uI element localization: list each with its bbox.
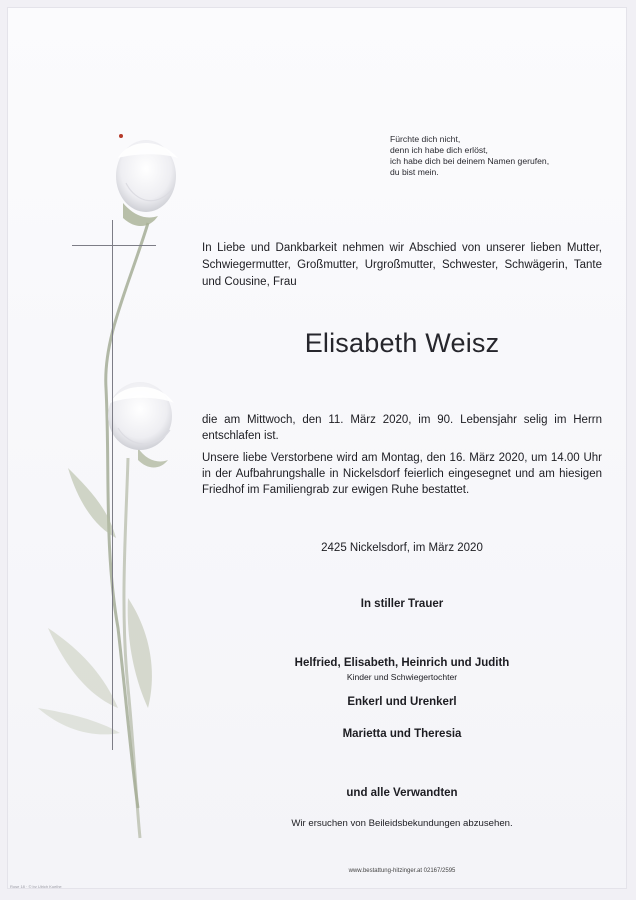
quote-line: ich habe dich bei deinem Namen gerufen, (390, 156, 550, 166)
quote-line: du bist mein. (390, 167, 439, 177)
image-credit: Rose 18 · © by Ulrich Kuelhe (10, 884, 62, 888)
quote-line: Fürchte dich nicht, (390, 134, 461, 144)
children-note: Kinder und Schwiegertochter (346, 672, 458, 682)
funeral-home-footer: www.bestattung-hitzinger.at 02167/2595 (348, 868, 456, 874)
death-paragraph: die am Mittwoch, den 11. März 2020, im 90. Lebensjahr selig im Herrn entschlafen ist. (202, 414, 602, 442)
condolence-request: Wir ersuchen von Beileidsbekundungen abzusehen. (291, 818, 513, 829)
deceased-name: Elisabeth Weisz (304, 328, 500, 358)
children-names: Helfried, Elisabeth, Heinrich und Judith (294, 657, 510, 669)
funeral-paragraph: Unsere liebe Verstorbene wird am Montag, den 16. März 2020, um 14.00 Uhr in der Aufbahrungshalle in Nickelsdorf feierlich eingesegnet und am hiesigen Friedhof im Familiengrab zur ewigen Ruhe bestattet. (202, 452, 602, 496)
cross-vertical-bar (112, 220, 113, 750)
mourning-heading: In stiller Trauer (360, 598, 444, 610)
intro-text: In Liebe und Dankbarkeit nehmen wir Abschied von unserer lieben Mutter, Schwiegermutter, Großmutter, Urgroßmutter, Schwester, Schwägerin, Tante und Cousine, Frau (202, 242, 602, 288)
quote-line: denn ich habe dich erlöst, (390, 145, 488, 155)
bible-quote (390, 134, 610, 178)
relatives: und alle Verwandten (346, 787, 458, 799)
place-date: 2425 Nickelsdorf, im März 2020 (321, 542, 483, 554)
white-roses-illustration (8, 8, 208, 888)
siblings-names: Marietta und Theresia (342, 728, 462, 740)
grandchildren: Enkerl und Urenkerl (347, 696, 457, 708)
obituary-page (8, 8, 626, 888)
cross-horizontal-bar (72, 245, 156, 246)
